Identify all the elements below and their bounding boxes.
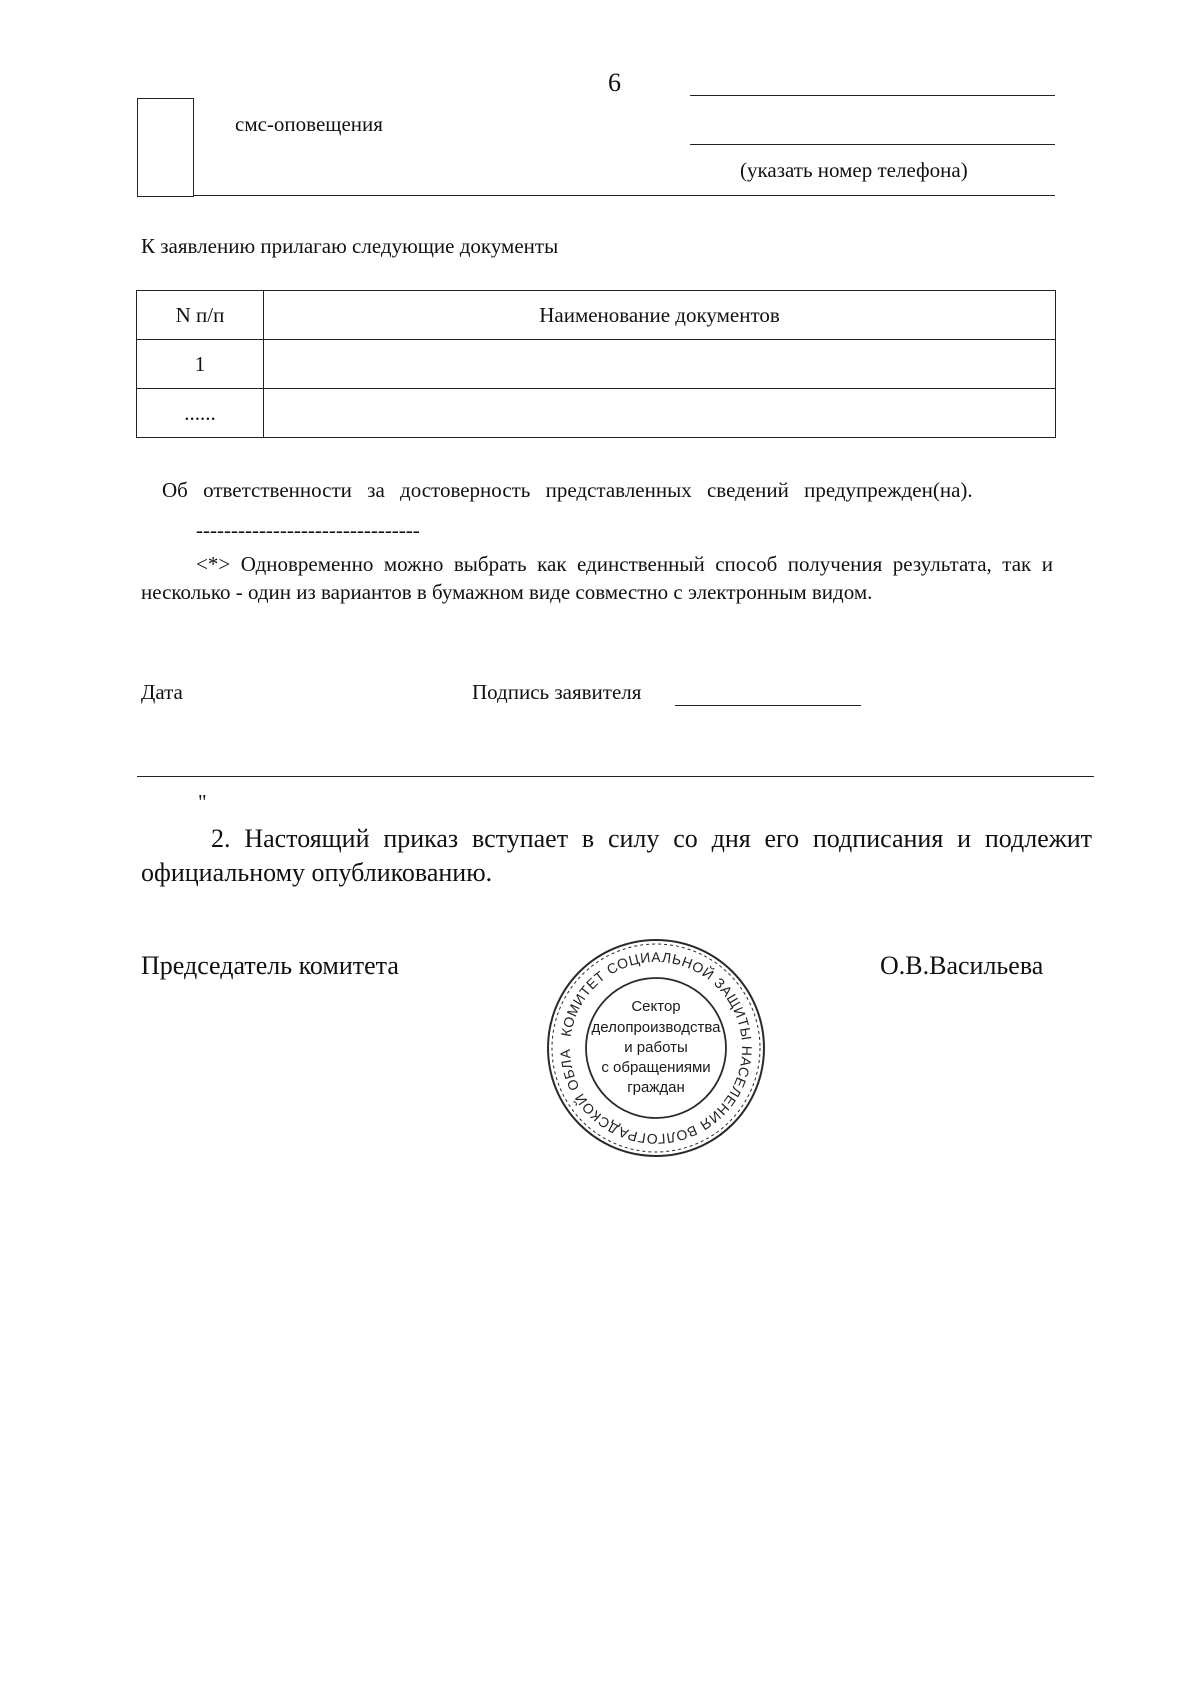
date-label: Дата (141, 680, 183, 704)
svg-text:и работы: и работы (624, 1039, 688, 1056)
order-item-2: 2. Настоящий приказ вступает в силу со дня его подписания и подлежит официальному опубликованию. (141, 824, 1092, 887)
table-header-row (137, 291, 1056, 340)
svg-text:делопроизводства: делопроизводства (591, 1019, 721, 1036)
column-header-document-name: Наименование документов (264, 291, 1056, 340)
signatory-position: Председатель комитета (141, 951, 399, 980)
responsibility-statement: Об ответственности за достоверность представленных сведений предупрежден(на). (162, 478, 973, 502)
footnote-separator: -------------------------------- (196, 518, 420, 542)
column-header-number: N п/п (137, 291, 264, 340)
applicant-signature-line[interactable] (675, 705, 861, 706)
document-name-cell[interactable] (264, 389, 1056, 438)
attachments-table (136, 290, 1056, 438)
seal-graphic (543, 935, 769, 1161)
closing-quote: " (198, 790, 207, 814)
official-seal (543, 935, 769, 1161)
svg-text:Сектор: Сектор (631, 998, 681, 1015)
row-number: ...... (137, 389, 264, 438)
page-number: 6 (608, 68, 621, 97)
contact-line-1 (690, 95, 1055, 96)
signatory-name: О.В.Васильева (880, 951, 1044, 980)
table-row (137, 389, 1056, 438)
applicant-signature-label: Подпись заявителя (472, 680, 642, 704)
svg-text:граждан: граждан (627, 1079, 685, 1096)
attachments-intro: К заявлению прилагаю следующие документы (141, 234, 559, 258)
sms-option-label: смс-оповещения (235, 112, 383, 136)
sms-checkbox[interactable] (137, 98, 194, 197)
svg-text:КОМИТЕТ СОЦИАЛЬНОЙ ЗАЩИТЫ НАСЕ: КОМИТЕТ СОЦИАЛЬНОЙ ЗАЩИТЫ НАСЕЛЕНИЯ ВОЛГОГРАДСКОЙ ОБЛА (556, 948, 756, 1148)
document-name-cell[interactable] (264, 340, 1056, 389)
svg-text:с обращениями: с обращениями (601, 1059, 711, 1076)
table-row (137, 340, 1056, 389)
phone-hint: (указать номер телефона) (740, 158, 968, 182)
phone-line[interactable] (690, 144, 1055, 145)
section-divider (137, 776, 1094, 777)
row-number: 1 (137, 340, 264, 389)
footnote-text: <*> Одновременно можно выбрать как единственный способ получения результата, так и несколько - один из вариантов в бумажном виде совместно с электронным видом. (141, 552, 1053, 604)
